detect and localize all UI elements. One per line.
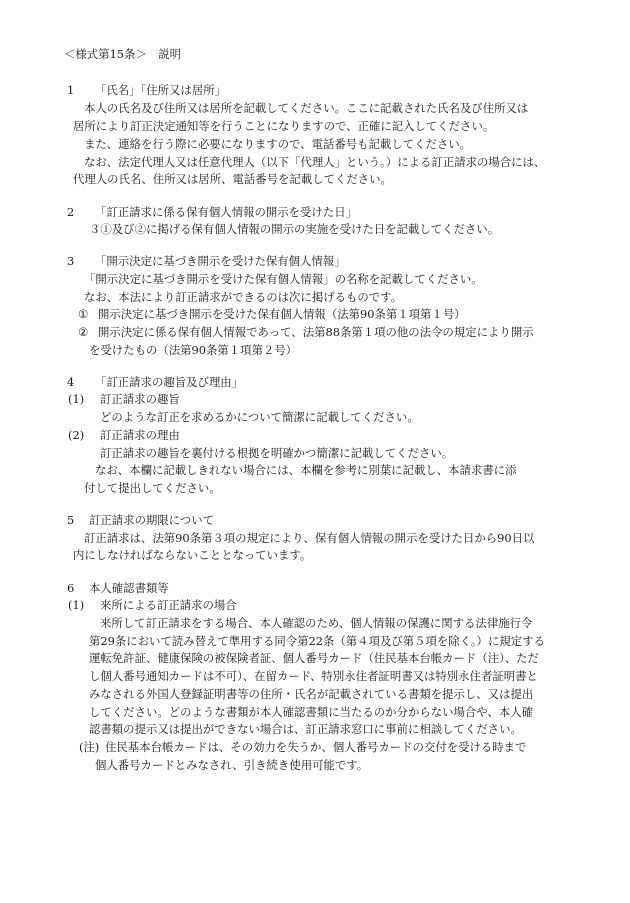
section-6-sub-title: 来所による訂正請求の場合 — [100, 598, 237, 612]
section-4-heading: 「訂正請求の趣旨及び理由」 — [95, 375, 244, 389]
section-5-line: 訂正請求は、法第90条第３項の規定により、保有個人情報の開示を受けた日から90日以 — [84, 531, 535, 545]
section-2-number: 2 — [67, 205, 75, 219]
section-6-line: 来所して訂正請求をする場合、本人確認のため、個人情報の保護に関する法律施行令 — [100, 616, 533, 630]
section-4-sub-number: (1) — [68, 392, 85, 406]
section-4-number: 4 — [67, 375, 75, 389]
section-5-line: 内にしなければならないこととなっています。 — [73, 548, 312, 562]
section-2-heading: 「訂正請求に係る保有個人情報の開示を受けた日」 — [95, 205, 357, 219]
section-4-line: 訂正請求の趣旨を裏付ける根拠を明確かつ簡潔に記載してください。 — [100, 446, 454, 460]
section-6-line: 認書類の提示又は提出ができない場合は、訂正請求窓口に事前に相談してください。 — [89, 722, 522, 736]
section-4-sub-title: 訂正請求の趣旨 — [100, 392, 180, 406]
section-6-line: みなされる外国人登録証明書等の住所・氏名が記載されている書類を提示し、又は提出 — [89, 687, 534, 701]
section-3-item: を受けたもの（法第90条第１項第２号） — [89, 343, 298, 357]
section-2-line: ３①及び②に掲げる保有個人情報の開示の実施を受けた日を記載してください。 — [89, 222, 500, 236]
section-4-line: どのような訂正を求めるかについて簡潔に記載してください。 — [100, 410, 419, 424]
section-4-line: なお、本欄に記載しきれない場合には、本欄を参考に別葉に記載し、本請求書に添 — [95, 463, 517, 477]
section-3-line: 「開示決定に基づき開示を受けた保有個人情報」の名称を記載してください。 — [84, 272, 483, 286]
section-6-line: し個人番号通知カードは不可）、在留カード、特別永住者証明書又は特別永住者証明書と — [89, 669, 538, 683]
section-3-number: 3 — [67, 254, 75, 268]
section-5-heading: 訂正請求の期限について — [89, 513, 215, 527]
section-4-line: 付して提出してください。 — [84, 481, 221, 495]
section-6-note: 住民基本台帳カードは、その効力を失うか、個人番号カードの交付を受ける時まで — [105, 740, 527, 754]
section-1-line: 居所により訂正決定通知等を行うことになりますので、正確に記入してください。 — [73, 119, 495, 133]
section-6-note: 個人番号カードとみなされ、引き続き使用可能です。 — [95, 758, 369, 772]
section-3-item: 開示決定に基づき開示を受けた保有個人情報（法第90条第１項第１号） — [98, 307, 466, 321]
section-6-number: 6 — [67, 581, 75, 595]
section-1-heading: 「氏名」「住所又は居所」 — [95, 83, 226, 97]
section-1-line: 本人の氏名及び住所又は居所を記載してください。ここに記載された氏名及び住所又は — [84, 101, 529, 115]
section-3-marker: ① — [78, 307, 89, 321]
section-6-note-label: (注) — [79, 740, 100, 754]
section-6-line: 運転免許証、健康保険の被保険者証、個人番号カード（住民基本台帳カード（注）、ただ — [89, 651, 539, 665]
section-5-number: 5 — [67, 513, 75, 527]
section-4-sub-number: (2) — [68, 428, 85, 442]
section-6-heading: 本人確認書類等 — [89, 581, 169, 595]
section-6-line: してください。どのような書類が本人確認書類に当たるのか分からない場合や、本人確 — [89, 705, 534, 719]
section-6-sub-number: (1) — [68, 598, 85, 612]
section-6-line: 第29条において読み替えて準用する同令第22条（第４項及び第５項を除く。）に規定する — [89, 634, 545, 648]
section-1-line: なお、法定代理人又は任意代理人（以下「代理人」という。）による訂正請求の場合には、 — [84, 155, 546, 169]
section-3-marker: ② — [78, 325, 89, 339]
section-3-heading: 「開示決定に基づき開示を受けた保有個人情報」 — [95, 254, 346, 268]
section-3-line: なお、本法により訂正請求ができるのは次に掲げるものです。 — [84, 290, 403, 304]
form-header: ＜様式第15条＞ 説明 — [64, 47, 182, 61]
section-3-item: 開示決定に係る保有個人情報であって、法第88条第１項の他の法令の規定により開示 — [98, 325, 534, 339]
section-1-line: また、連絡を行う際に必要になりますので、電話番号も記載してください。 — [84, 137, 472, 151]
section-4-sub-title: 訂正請求の理由 — [100, 428, 180, 442]
section-1-number: 1 — [67, 83, 75, 97]
section-1-line: 代理人の氏名、住所又は居所、電話番号を記載してください。 — [73, 172, 392, 186]
